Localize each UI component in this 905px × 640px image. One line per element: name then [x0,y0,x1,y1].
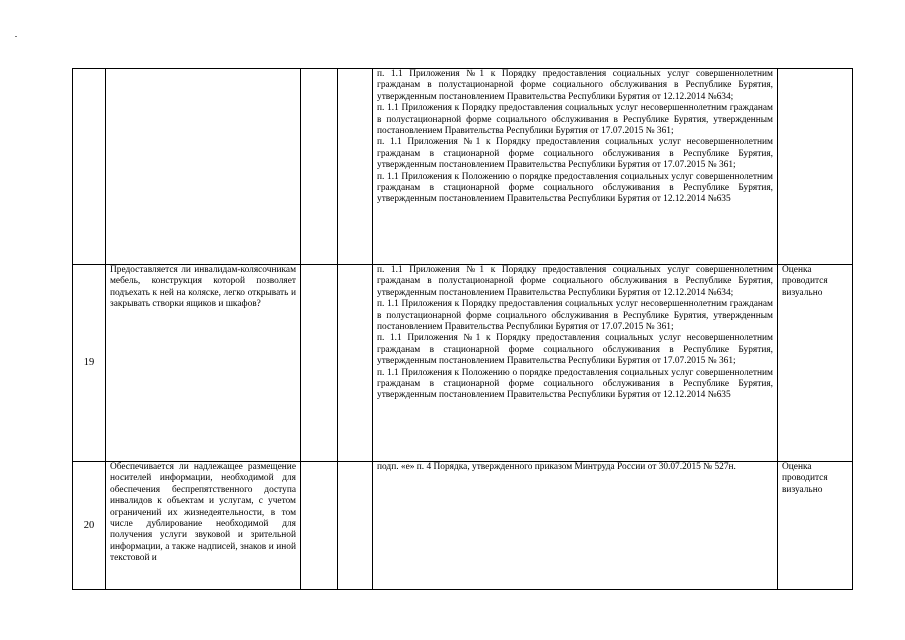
reference-paragraph: п. 1.1 Приложения к Порядку предоставления социальных услуг несовершеннолетним гражданам в полустационарной форме социального обслуживания в Республике Бурятия, утвержденным постановлением Правительства Республики Бурятия от 17.07.2015 № 361; [377,299,773,333]
answer-no-cell [338,69,373,265]
legal-reference-cell [373,462,778,590]
row-number: 19 [73,265,106,462]
row-number: 20 [73,462,106,590]
answer-no-cell [338,462,373,590]
reference-paragraph: п. 1.1 Приложения к Положению о порядке предоставления социальных услуг совершеннолетним гражданам в стационарной форме социального обслуживания в Республике Бурятия, утвержденным постановлением Правительства Республики Бурятия от 12.12.2014 №635 [377,171,773,205]
scan-speck [15,36,17,37]
answer-yes-cell [301,462,338,590]
reference-paragraph: п. 1.1 Приложения №1 к Порядку предоставления социальных услуг несовершеннолетним гражданам в стационарной форме социального обслуживания в Республике Бурятия, утвержденным постановлением Правительства Республики Бурятия от 17.07.2015 № 361; [377,333,773,367]
reference-paragraph: п. 1.1 Приложения №1 к Порядку предоставления социальных услуг несовершеннолетним гражданам в стационарной форме социального обслуживания в Республике Бурятия, утвержденным постановлением Правительства Республики Бурятия от 17.07.2015 № 361; [377,137,773,171]
assessment-note-cell [778,69,853,265]
answer-no-cell [338,265,373,462]
question-cell [106,69,301,265]
assessment-note-cell: Оценка проводится визуально [778,462,853,590]
reference-paragraph: п. 1.1 Приложения к Порядку предоставления социальных услуг несовершеннолетним гражданам в полустационарной форме социального обслуживания в Республике Бурятия, утвержденным постановлением Правительства Республики Бурятия от 17.07.2015 № 361; [377,103,773,137]
row-number [73,69,106,265]
answer-yes-cell [301,265,338,462]
question-cell: Обеспечивается ли надлежащее размещение носителей информации, необходимой для обеспечения беспрепятственного доступа инвалидов к объектам и услугам, с учетом ограничений их жизнедеятельности, в том числе дублирование необходимой для получения услуги звуковой и зрительной информации, а также надписей, знаков и иной текстовой и [106,462,301,590]
checklist-table [72,68,853,590]
legal-reference-cell [373,265,778,462]
question-cell: Предоставляется ли инвалидам-колясочникам мебель, конструкция которой позволяет подъехать к ней на коляске, легко открывать и закрывать створки ящиков и шкафов? [106,265,301,462]
reference-paragraph: подп. «е» п. 4 Порядка, утвержденного приказом Минтруда России от 30.07.2015 № 527н. [377,462,736,472]
reference-paragraph: п. 1.1 Приложения №1 к Порядку предоставления социальных услуг совершеннолетним гражданам в полустационарной форме социального обслуживания в Республике Бурятия, утвержденным постановлением Правительства Республики Бурятия от 12.12.2014 №634; [377,265,773,298]
table-row [73,265,853,462]
assessment-note-cell: Оценка проводится визуально [778,265,853,462]
reference-paragraph: п. 1.1 Приложения №1 к Порядку предоставления социальных услуг совершеннолетним гражданам в полустационарной форме социального обслуживания в Республике Бурятия, утвержденным постановлением Правительства Республики Бурятия от 12.12.2014 №634; [377,69,773,102]
reference-paragraph: п. 1.1 Приложения к Положению о порядке предоставления социальных услуг совершеннолетним гражданам в стационарной форме социального обслуживания в Республике Бурятия, утвержденным постановлением Правительства Республики Бурятия от 12.12.2014 №635 [377,367,773,401]
legal-reference-cell [373,69,778,265]
table-row [73,69,853,265]
answer-yes-cell [301,69,338,265]
table-row [73,462,853,590]
